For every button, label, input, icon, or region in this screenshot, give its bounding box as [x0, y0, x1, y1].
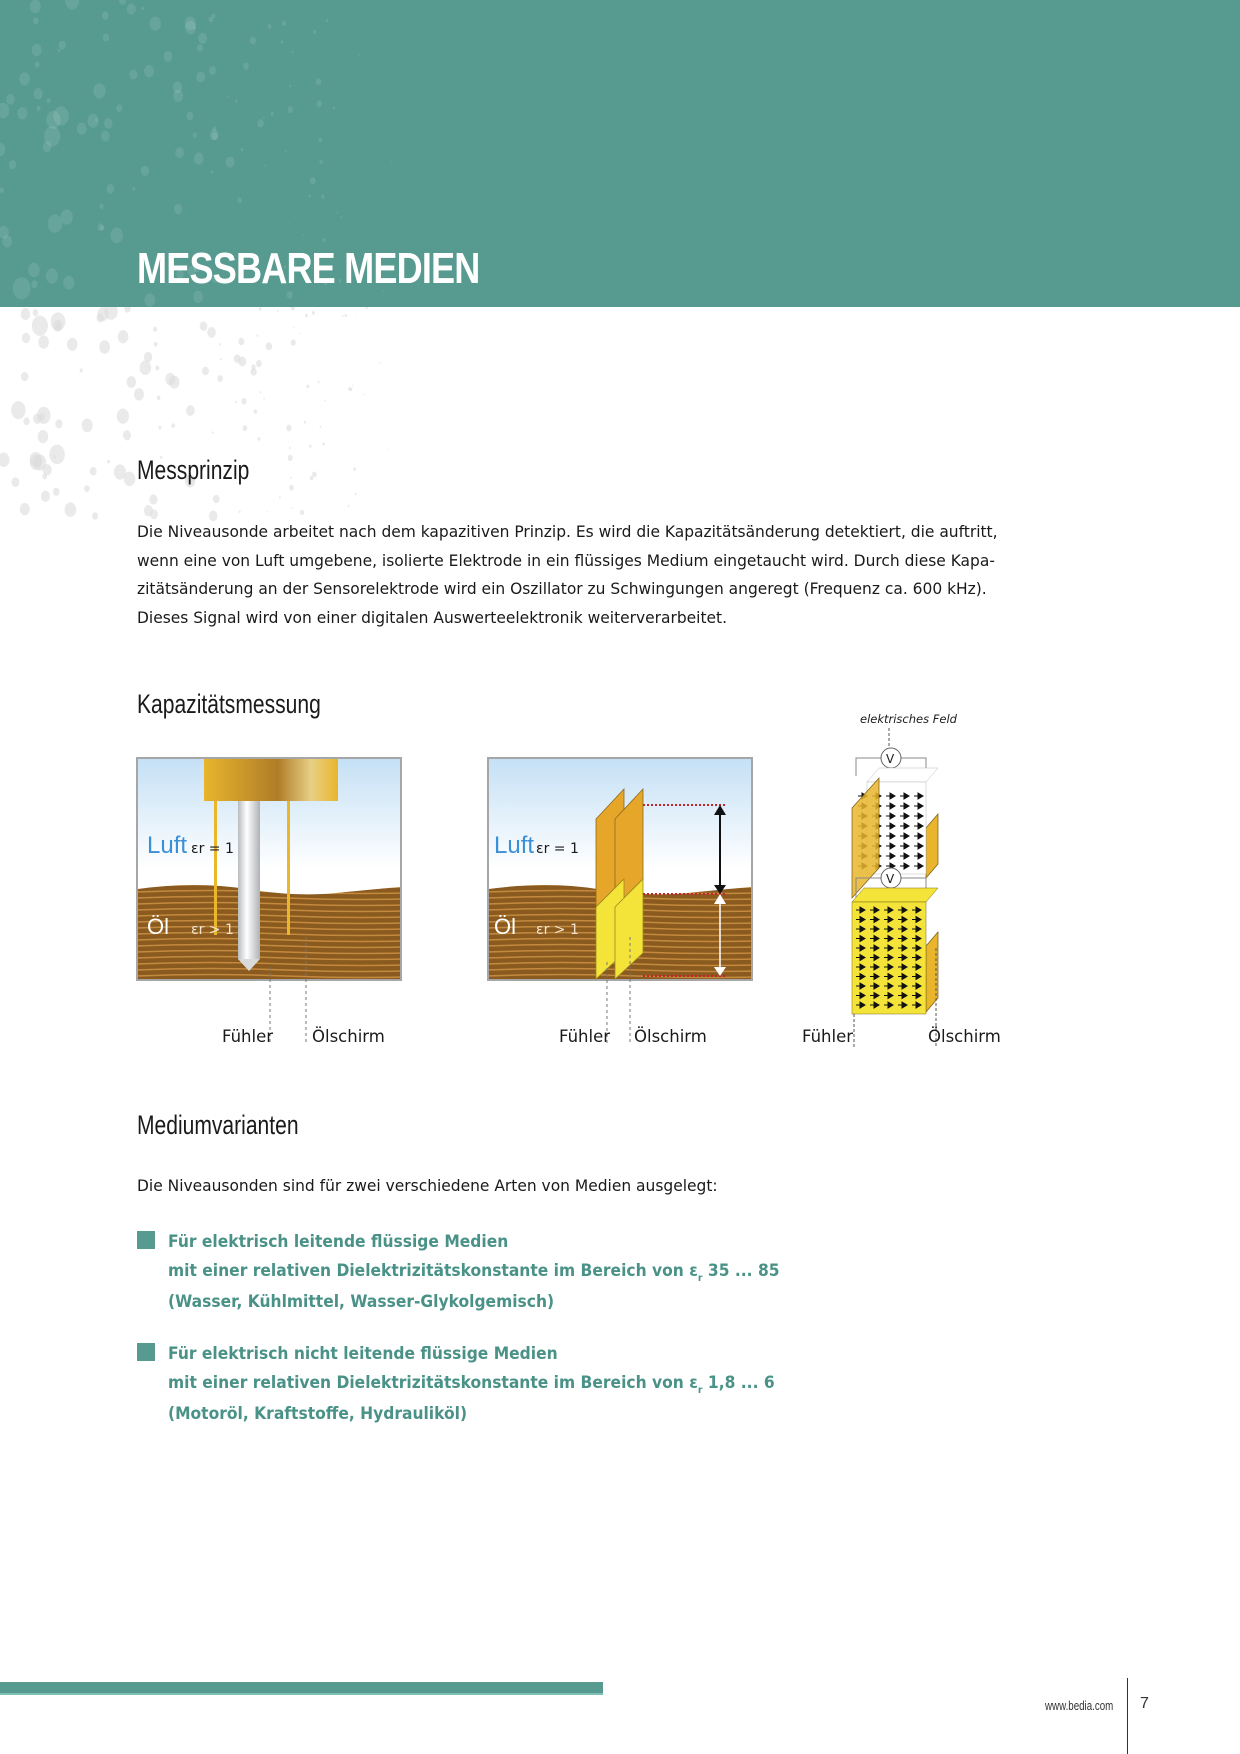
decorative-dot [319, 138, 323, 142]
capacitor-plate-right [926, 814, 938, 878]
decorative-dot [42, 473, 47, 479]
decorative-dot [186, 111, 193, 120]
decorative-dot [256, 360, 262, 367]
decorative-dot [11, 401, 25, 419]
decorative-dot [226, 156, 235, 167]
decorative-dot [318, 381, 320, 384]
decorative-dot [144, 293, 155, 307]
decorative-dot [84, 485, 90, 492]
decorative-dot [20, 503, 30, 516]
decorative-dot [134, 388, 144, 400]
decorative-dot [173, 90, 183, 102]
decorative-dot [279, 496, 281, 498]
sensor-rod [238, 801, 260, 959]
decorative-dot [241, 398, 246, 405]
decorative-dot [358, 54, 360, 56]
decorative-dot [316, 100, 321, 107]
paragraph-line: zitätsänderung an der Sensorelektrode wird ein Oszillator zu Schwingungen angeregt (Frequenz ca. 600 kHz). [137, 579, 987, 598]
section-heading-mediumvarianten: Mediumvarianten [137, 1110, 299, 1140]
decorative-dot [213, 127, 217, 132]
decorative-dot [355, 493, 357, 495]
decorative-dot [157, 396, 160, 400]
decorative-dot [93, 83, 105, 98]
decorative-dot [23, 417, 29, 425]
decorative-dot [358, 51, 359, 52]
decorative-dot [377, 449, 378, 450]
decorative-dot [144, 65, 154, 78]
decorative-dot [312, 311, 315, 315]
decorative-dot [186, 405, 195, 416]
decorative-dot [197, 44, 203, 52]
decorative-dot [265, 165, 267, 167]
decorative-dot [0, 143, 5, 156]
decorative-dot [22, 333, 30, 343]
decorative-dot [65, 502, 77, 516]
decorative-dot [37, 106, 41, 111]
decorative-dot [288, 455, 293, 461]
decorative-dot [209, 17, 214, 23]
decorative-dot [139, 360, 151, 375]
decorative-dot [227, 96, 229, 98]
decorative-dot [304, 421, 306, 424]
decorative-dot [263, 398, 265, 400]
decorative-dot [289, 447, 291, 449]
paragraph-line: wenn eine von Luft umgebene, isolierte Elektrode in ein flüssiges Medium eingetaucht wird. Durch diese Kapa- [137, 550, 995, 570]
figure-rod-probe [136, 757, 404, 1047]
decorative-dot [77, 123, 87, 135]
decorative-dot [415, 187, 416, 188]
decorative-dot [47, 98, 51, 103]
decorative-dot [291, 50, 293, 53]
decorative-dot [127, 3, 136, 14]
decorative-dot [31, 280, 37, 288]
decorative-dot [263, 117, 265, 119]
decorative-dot [324, 400, 326, 402]
decorative-dot [46, 268, 58, 283]
intro-text: Die Niveausonden sind für zwei verschiedene Arten von Medien ausgelegt: [137, 1176, 718, 1195]
decorative-dot [41, 491, 50, 502]
decorative-dot [257, 119, 264, 127]
decorative-dot [63, 276, 74, 290]
decorative-dot [104, 118, 113, 129]
decorative-dot [257, 335, 259, 337]
decorative-dot [141, 7, 144, 11]
decorative-dot [260, 391, 262, 393]
decorative-dot [34, 88, 43, 100]
decorative-dot [342, 315, 344, 317]
decorative-dot [293, 327, 294, 328]
oil-label: Öl [147, 914, 169, 939]
oil-permittivity: εr > 1 [191, 922, 234, 938]
decorative-dot [366, 307, 368, 309]
variant-examples: (Wasser, Kühlmittel, Wasser-Glykolgemisch) [168, 1292, 555, 1311]
decorative-dot [19, 72, 30, 85]
decorative-dot [381, 144, 382, 145]
decorative-dot [13, 277, 31, 299]
page-number: 7 [1140, 1695, 1149, 1712]
decorative-dot [30, 0, 41, 13]
decorative-dot [61, 209, 73, 224]
decorative-dot [101, 131, 110, 142]
decorative-dot [292, 507, 293, 509]
decorative-dot [238, 338, 244, 345]
decorative-dot [32, 316, 48, 336]
decorative-dot [90, 467, 97, 476]
shield-label: Ölschirm [634, 1027, 707, 1046]
decorative-dot [266, 511, 267, 512]
decorative-dot [0, 452, 10, 466]
decorative-dot [53, 106, 69, 125]
decorative-dot [306, 385, 309, 389]
decorative-dot [300, 333, 301, 334]
decorative-dot [2, 235, 12, 247]
decorative-dot [348, 506, 349, 507]
decorative-dot [154, 342, 158, 347]
decorative-dot [387, 81, 388, 82]
decorative-dot [99, 340, 110, 354]
section-heading-messprinzip: Messprinzip [137, 455, 250, 485]
decorative-dot [164, 51, 173, 62]
decorative-dot [266, 342, 272, 350]
decorative-dot [198, 33, 207, 44]
bullet-square-icon [137, 1343, 155, 1361]
decorative-dot [212, 132, 218, 140]
sensor-label: Fühler [559, 1027, 611, 1046]
decorative-dot [305, 314, 308, 318]
decorative-dot [289, 85, 291, 88]
air-label: Luft [494, 832, 535, 859]
decorative-dot [312, 471, 317, 477]
decorative-dot [253, 409, 257, 414]
decorative-dot [259, 307, 262, 310]
decorative-dot [427, 194, 428, 195]
shield-label: Ölschirm [312, 1027, 385, 1046]
air-permittivity: εr = 1 [191, 841, 234, 857]
decorative-dot [323, 238, 326, 242]
decorative-dot [53, 488, 60, 496]
decorative-dot [33, 309, 39, 316]
decorative-dot [118, 330, 129, 343]
probe-head [204, 759, 338, 801]
decorative-dot [286, 425, 291, 432]
decorative-dot [175, 147, 184, 158]
medium-intro [137, 1172, 1017, 1201]
figure-electric-field [834, 708, 1004, 1048]
decorative-dot [257, 437, 260, 441]
page-title: MESSBARE MEDIEN [137, 244, 480, 293]
decorative-dot [212, 431, 214, 433]
decorative-dot [309, 195, 311, 198]
decorative-dot [82, 418, 93, 432]
messprinzip-paragraph [137, 518, 1017, 632]
sensor-label: Fühler [222, 1027, 274, 1046]
decorative-dot [250, 368, 256, 376]
air-label: Luft [147, 832, 188, 859]
decorative-dot [58, 41, 65, 50]
decorative-dot [141, 166, 149, 176]
decorative-dot [12, 477, 20, 487]
decorative-dot [97, 223, 103, 231]
oil-label: Öl [494, 914, 516, 939]
decorative-dot [33, 17, 39, 24]
decorative-dots-lower [0, 307, 620, 527]
decorative-dot [200, 321, 208, 331]
decorative-dot [65, 0, 79, 10]
decorative-dot [132, 187, 135, 191]
decorative-dot [92, 512, 98, 519]
decorative-dot [313, 30, 316, 34]
decorative-dot [193, 132, 197, 137]
decorative-dot [291, 307, 295, 310]
variant-range: mit einer relativen Dielektrizitätskonstante im Bereich von $\varepsilon_r$ 35 ... 85 [168, 1260, 780, 1284]
air-permittivity: εr = 1 [536, 841, 579, 857]
decorative-dot [32, 44, 42, 57]
decorative-dot [30, 452, 42, 467]
decorative-dot [95, 118, 98, 122]
decorative-dot [309, 445, 311, 448]
decorative-dot [99, 204, 103, 210]
decorative-dot [316, 78, 322, 85]
decorative-dot [291, 339, 296, 345]
decorative-dot [150, 17, 161, 31]
decorative-dot [352, 384, 353, 386]
decorative-dot [123, 430, 131, 440]
decorative-dot [353, 467, 356, 471]
shield-wire [287, 801, 290, 935]
decorative-dot [174, 204, 182, 214]
decorative-dot [38, 430, 49, 443]
decorative-dot [302, 234, 304, 236]
decorative-dot [348, 387, 351, 391]
decorative-dot [158, 426, 161, 430]
decorative-dot [107, 460, 110, 464]
section-heading-kapazitaetsmessung: Kapazitätsmessung [137, 689, 321, 719]
field-label: elektrisches Feld [860, 712, 957, 726]
decorative-dot [37, 407, 51, 424]
variant-range: mit einer relativen Dielektrizitätskonstante im Bereich von $\varepsilon_r$ 1,8 ... 6 [168, 1372, 775, 1396]
decorative-dot [58, 49, 61, 52]
decorative-dot [383, 105, 384, 106]
decorative-dot [211, 170, 214, 173]
decorative-dot [185, 16, 196, 30]
decorative-dot [348, 505, 350, 507]
decorative-dot [282, 21, 286, 26]
decorative-dot [209, 66, 216, 75]
decorative-dot [289, 485, 294, 491]
voltmeter-symbol: V [886, 752, 895, 766]
decorative-dot [6, 94, 15, 105]
decorative-dot [202, 367, 209, 376]
decorative-dot [21, 308, 31, 320]
decorative-dot [110, 227, 123, 243]
paragraph-line: Die Niveausonde arbeitet nach dem kapazitiven Prinzip. Es wird die Kapazitätsänderung detektiert, die auftritt, [137, 522, 998, 541]
decorative-dot [28, 263, 40, 278]
decorative-dot [243, 63, 249, 70]
decorative-dot [241, 148, 244, 152]
decorative-dot [294, 216, 295, 218]
decorative-dot [379, 494, 380, 495]
decorative-dot [356, 317, 357, 318]
footer-divider [1127, 1678, 1128, 1754]
decorative-dot [340, 216, 342, 218]
variant-examples: (Motoröl, Kraftstoffe, Hydrauliköl) [168, 1404, 468, 1423]
shield-label: Ölschirm [928, 1027, 1001, 1046]
decorative-dot [322, 443, 324, 446]
decorative-dot [35, 62, 40, 68]
figure-plate-probe [487, 757, 755, 1047]
decorative-dot [410, 183, 411, 184]
decorative-dot [144, 505, 153, 516]
decorative-dot [391, 183, 392, 185]
bullet-square-icon [137, 1231, 155, 1249]
decorative-dot [49, 445, 65, 465]
decorative-dot [53, 455, 56, 459]
decorative-dot [373, 135, 374, 136]
decorative-dot [321, 194, 325, 198]
decorative-dot [55, 323, 61, 330]
decorative-dot [149, 494, 157, 504]
decorative-dot [103, 33, 109, 41]
decorative-dot [144, 352, 152, 363]
shield-wire [214, 801, 217, 935]
decorative-dot [102, 11, 109, 19]
voltmeter-symbol: V [886, 872, 895, 886]
sensor-label: Fühler [802, 1027, 854, 1046]
decorative-dot [116, 104, 122, 112]
decorative-dot [364, 394, 365, 396]
decorative-dot [394, 492, 395, 493]
decorative-dot [0, 103, 9, 119]
decorative-dot [379, 362, 380, 364]
decorative-dot [129, 69, 137, 79]
decorative-dot [48, 214, 63, 232]
decorative-dot [127, 376, 136, 388]
decorative-dot [268, 24, 272, 29]
decorative-dot [80, 369, 83, 373]
decorative-dot [288, 106, 293, 113]
decorative-dot [67, 338, 77, 351]
decorative-dot [333, 106, 335, 109]
decorative-dot [43, 141, 52, 152]
decorative-dot [336, 212, 338, 214]
decorative-dot [155, 365, 159, 370]
decorative-dot [310, 177, 316, 184]
decorative-dot [0, 187, 4, 193]
paragraph-line: Dieses Signal wird von einer digitalen Auswerteelektronik weiterverarbeitet. [137, 607, 728, 627]
decorative-dot [38, 335, 49, 348]
decorative-dot [196, 72, 205, 83]
decorative-dot [213, 495, 220, 503]
decorative-dot [388, 449, 389, 450]
decorative-dot [320, 426, 322, 428]
decorative-dot [124, 472, 136, 486]
footer-bar [0, 1682, 603, 1695]
header-banner [0, 0, 1240, 307]
decorative-dot [21, 372, 28, 381]
decorative-dot [358, 362, 359, 363]
decorative-dot [370, 443, 371, 444]
decorative-dot [271, 112, 274, 116]
decorative-dot [119, 0, 127, 5]
decorative-dot [117, 408, 129, 423]
footer-url[interactable]: www.bedia.com [1045, 1698, 1114, 1713]
decorative-dot [153, 327, 157, 332]
decorative-dot [235, 100, 238, 103]
oil-permittivity: εr > 1 [536, 922, 579, 938]
decorative-dot [237, 197, 241, 203]
decorative-dot [394, 438, 395, 439]
decorative-dot [17, 107, 27, 120]
decorative-dot [9, 160, 16, 169]
variant-title: Für elektrisch nicht leitende flüssige Medien [168, 1344, 558, 1363]
decorative-dot [55, 419, 62, 428]
decorative-dot [243, 425, 248, 431]
decorative-dot [290, 477, 292, 479]
decorative-dot [300, 510, 304, 515]
decorative-dot [107, 184, 115, 194]
decorative-dot [285, 150, 287, 152]
decorative-dot [234, 354, 241, 363]
decorative-dot [219, 343, 221, 346]
decorative-dot [165, 373, 175, 385]
variant-title: Für elektrisch leitende flüssige Medien [168, 1232, 509, 1251]
decorative-dot [171, 423, 175, 428]
decorative-dot [412, 99, 413, 100]
decorative-dot [239, 511, 241, 513]
decorative-dot [313, 98, 314, 99]
decorative-dot [326, 19, 329, 22]
decorative-dot [345, 314, 347, 317]
decorative-dot [391, 161, 392, 163]
decorative-dot [194, 152, 204, 164]
decorative-dot [217, 375, 222, 382]
decorative-dot [277, 310, 279, 312]
decorative-dot [250, 36, 256, 44]
decorative-dot [388, 31, 389, 33]
decorative-dot [310, 476, 313, 480]
decorative-dot [207, 327, 216, 338]
decorative-dot [220, 358, 222, 360]
decorative-dot [319, 160, 322, 164]
decorative-dot [124, 307, 131, 313]
decorative-dot [281, 40, 284, 43]
decorative-dot [235, 401, 237, 403]
